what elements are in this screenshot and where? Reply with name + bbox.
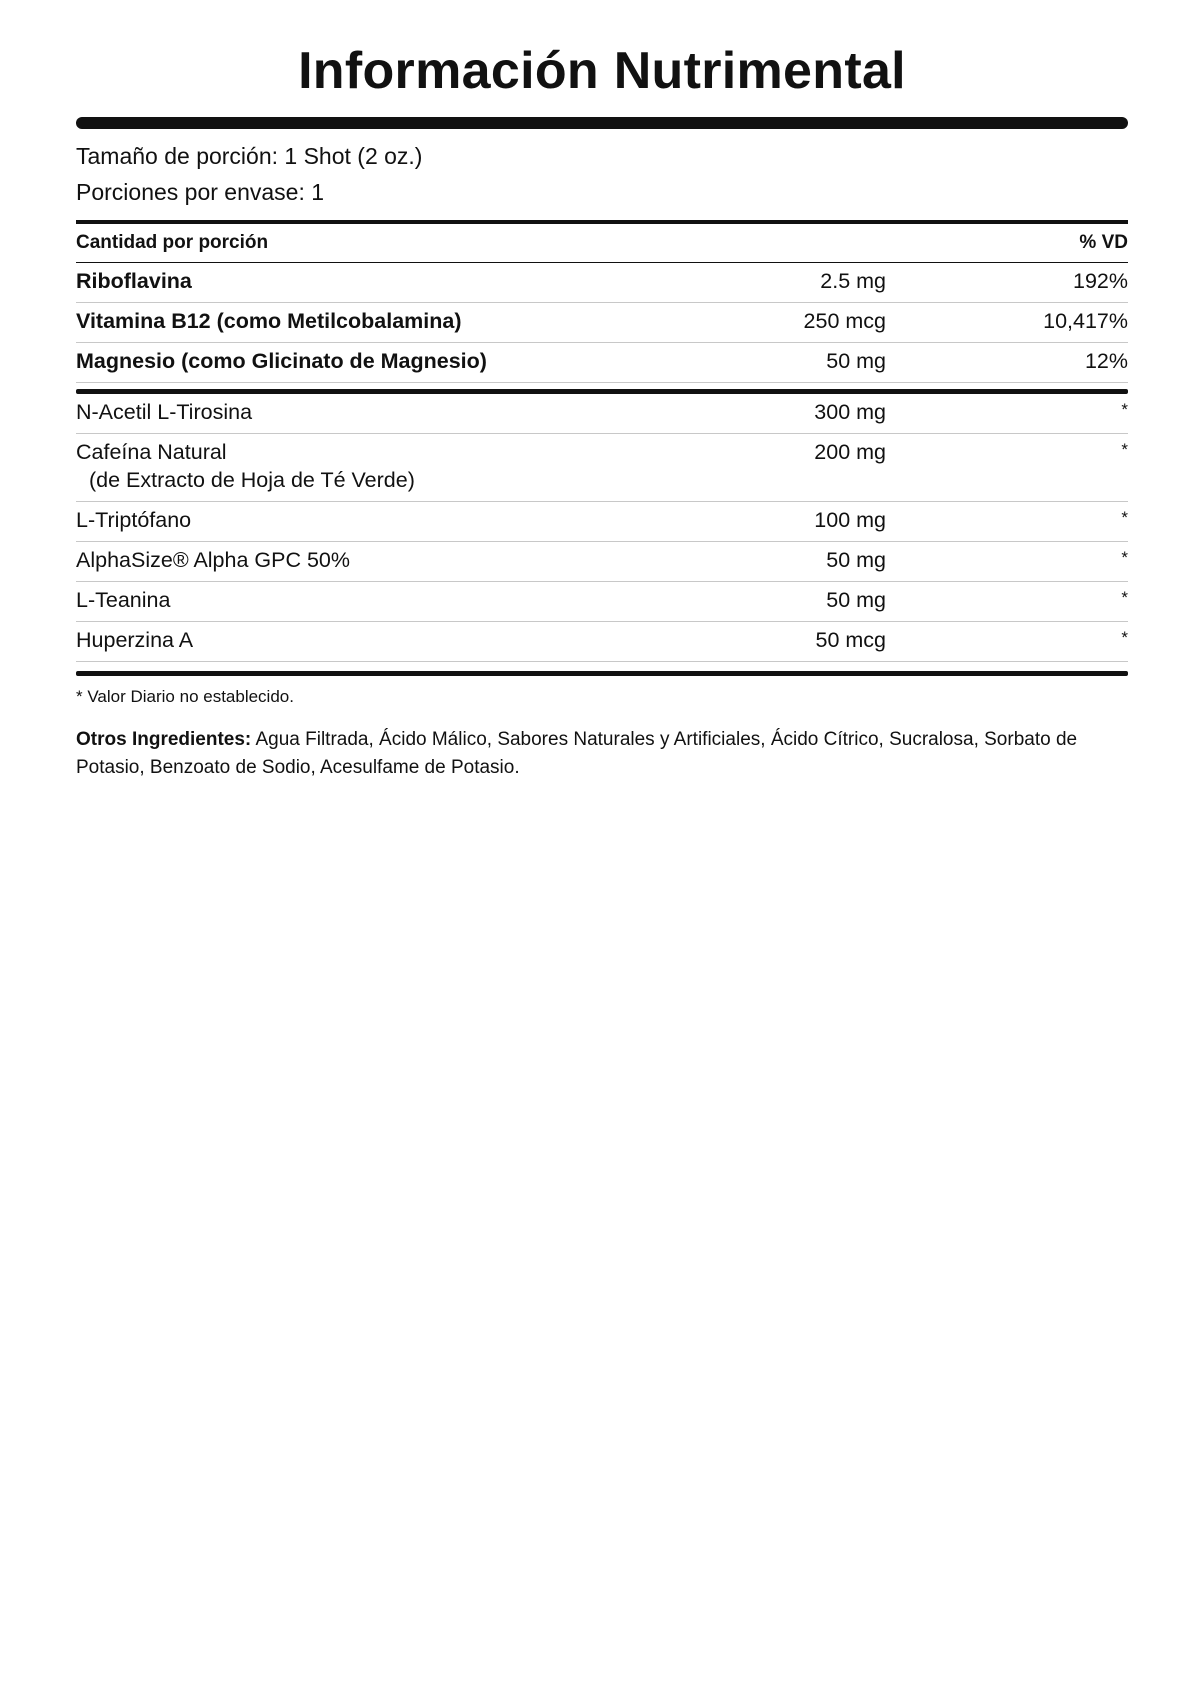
nutrient-dv: 192%	[1073, 269, 1128, 293]
ingredient-amount: 50 mcg	[815, 628, 886, 652]
table-row	[76, 433, 1128, 501]
vitamin-end-line	[76, 382, 1128, 383]
top-heavy-rule	[76, 117, 1128, 129]
ingredient-dv: *	[1121, 548, 1128, 567]
ingredient-amount: 50 mg	[826, 548, 886, 572]
other-ingredients-text: Agua Filtrada, Ácido Málico, Sabores Naturales y Artificiales, Ácido Cítrico, Sucralosa, Sorbato de Potasio, Benzoato de Sodio, Acesulfame de Potasio.	[76, 729, 1078, 778]
amount-per-serving-heading: Cantidad por porción	[76, 232, 269, 253]
nutrient-name: Magnesio (como Glicinato de Magnesio)	[76, 349, 487, 373]
ingredient-dv: *	[1121, 508, 1128, 527]
other-ingredients	[76, 726, 1128, 782]
nutrient-amount: 250 mcg	[803, 309, 886, 333]
ingredient-name: L-Teanina	[76, 588, 171, 612]
daily-value-footnote: * Valor Diario no establecido.	[76, 687, 294, 706]
nutrient-dv: 10,417%	[1043, 309, 1128, 333]
nutrition-facts-panel	[76, 0, 1128, 782]
column-header	[76, 224, 1128, 262]
ingredient-end-line	[76, 661, 1128, 662]
nutrient-amount: 2.5 mg	[820, 269, 886, 293]
ingredient-source: (de Extracto de Hoja de Té Verde)	[89, 468, 415, 492]
ingredient-amount: 50 mg	[826, 588, 886, 612]
other-ingredients-label: Otros Ingredientes:	[76, 729, 252, 750]
table-row	[76, 541, 1128, 581]
serving-size: Tamaño de porción: 1 Shot (2 oz.)	[76, 143, 423, 169]
nutrient-dv: 12%	[1084, 349, 1128, 373]
vitamin-rows	[76, 262, 1128, 382]
servings-per-container: Porciones por envase: 1	[76, 179, 325, 205]
table-row	[76, 394, 1128, 433]
ingredient-amount: 200 mg	[814, 440, 886, 464]
ingredient-name: AlphaSize® Alpha GPC 50%	[76, 548, 350, 572]
daily-value-heading: % VD	[1079, 232, 1128, 253]
ingredient-amount: 300 mg	[814, 400, 886, 424]
table-row	[76, 302, 1128, 342]
ingredient-name: Huperzina A	[76, 628, 194, 652]
ingredient-name: N-Acetil L-Tirosina	[76, 400, 253, 424]
ingredient-name-block	[76, 438, 746, 494]
label-title: Información Nutrimental	[298, 42, 906, 100]
ingredient-dv: *	[1121, 628, 1128, 647]
nutrient-amount: 50 mg	[826, 349, 886, 373]
nutrient-name: Riboflavina	[76, 269, 192, 293]
ingredient-dv: *	[1121, 400, 1128, 419]
table-row	[76, 342, 1128, 382]
ingredient-dv: *	[1121, 440, 1128, 459]
table-row	[76, 621, 1128, 661]
ingredient-name: Cafeína Natural	[76, 440, 227, 464]
ingredient-amount: 100 mg	[814, 508, 886, 532]
table-row	[76, 581, 1128, 621]
bottom-rule	[76, 671, 1128, 676]
ingredient-dv: *	[1121, 588, 1128, 607]
ingredient-name: L-Triptófano	[76, 508, 192, 532]
table-row	[76, 262, 1128, 302]
other-ingredient-rows	[76, 394, 1128, 661]
nutrient-name: Vitamina B12 (como Metilcobalamina)	[76, 309, 462, 333]
table-row	[76, 501, 1128, 541]
